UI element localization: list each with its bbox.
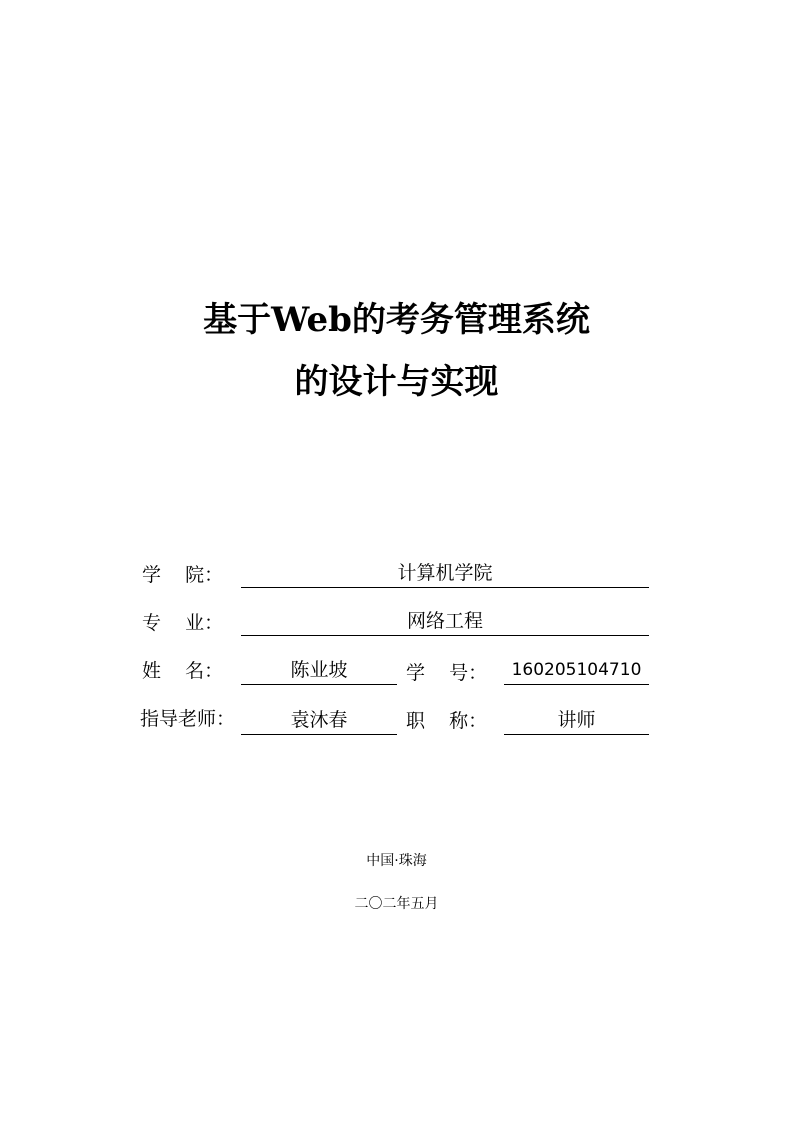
thesis-title-line-2: 的设计与实现	[294, 362, 499, 402]
thesis-title-line-1: 基于Web的考务管理系统	[203, 300, 590, 340]
student-id-field: 160205104710	[504, 658, 649, 685]
student-id-label: 学 号：	[406, 662, 488, 684]
college-field: 计算机学院	[241, 561, 649, 588]
date-text: 二〇二年五月	[354, 896, 439, 912]
advisor-field: 袁沐春	[241, 708, 397, 735]
location-text: 中国·珠海	[366, 853, 427, 869]
major-field: 网络工程	[241, 609, 649, 636]
professional-title-label: 职 称：	[406, 710, 488, 732]
major-label: 专 业：	[142, 612, 224, 634]
name-field: 陈业坡	[241, 658, 397, 685]
advisor-label: 指导老师：	[140, 708, 236, 730]
professional-title-field: 讲师	[504, 708, 649, 735]
college-label: 学 院：	[142, 564, 224, 586]
name-label: 姓 名：	[142, 660, 224, 682]
